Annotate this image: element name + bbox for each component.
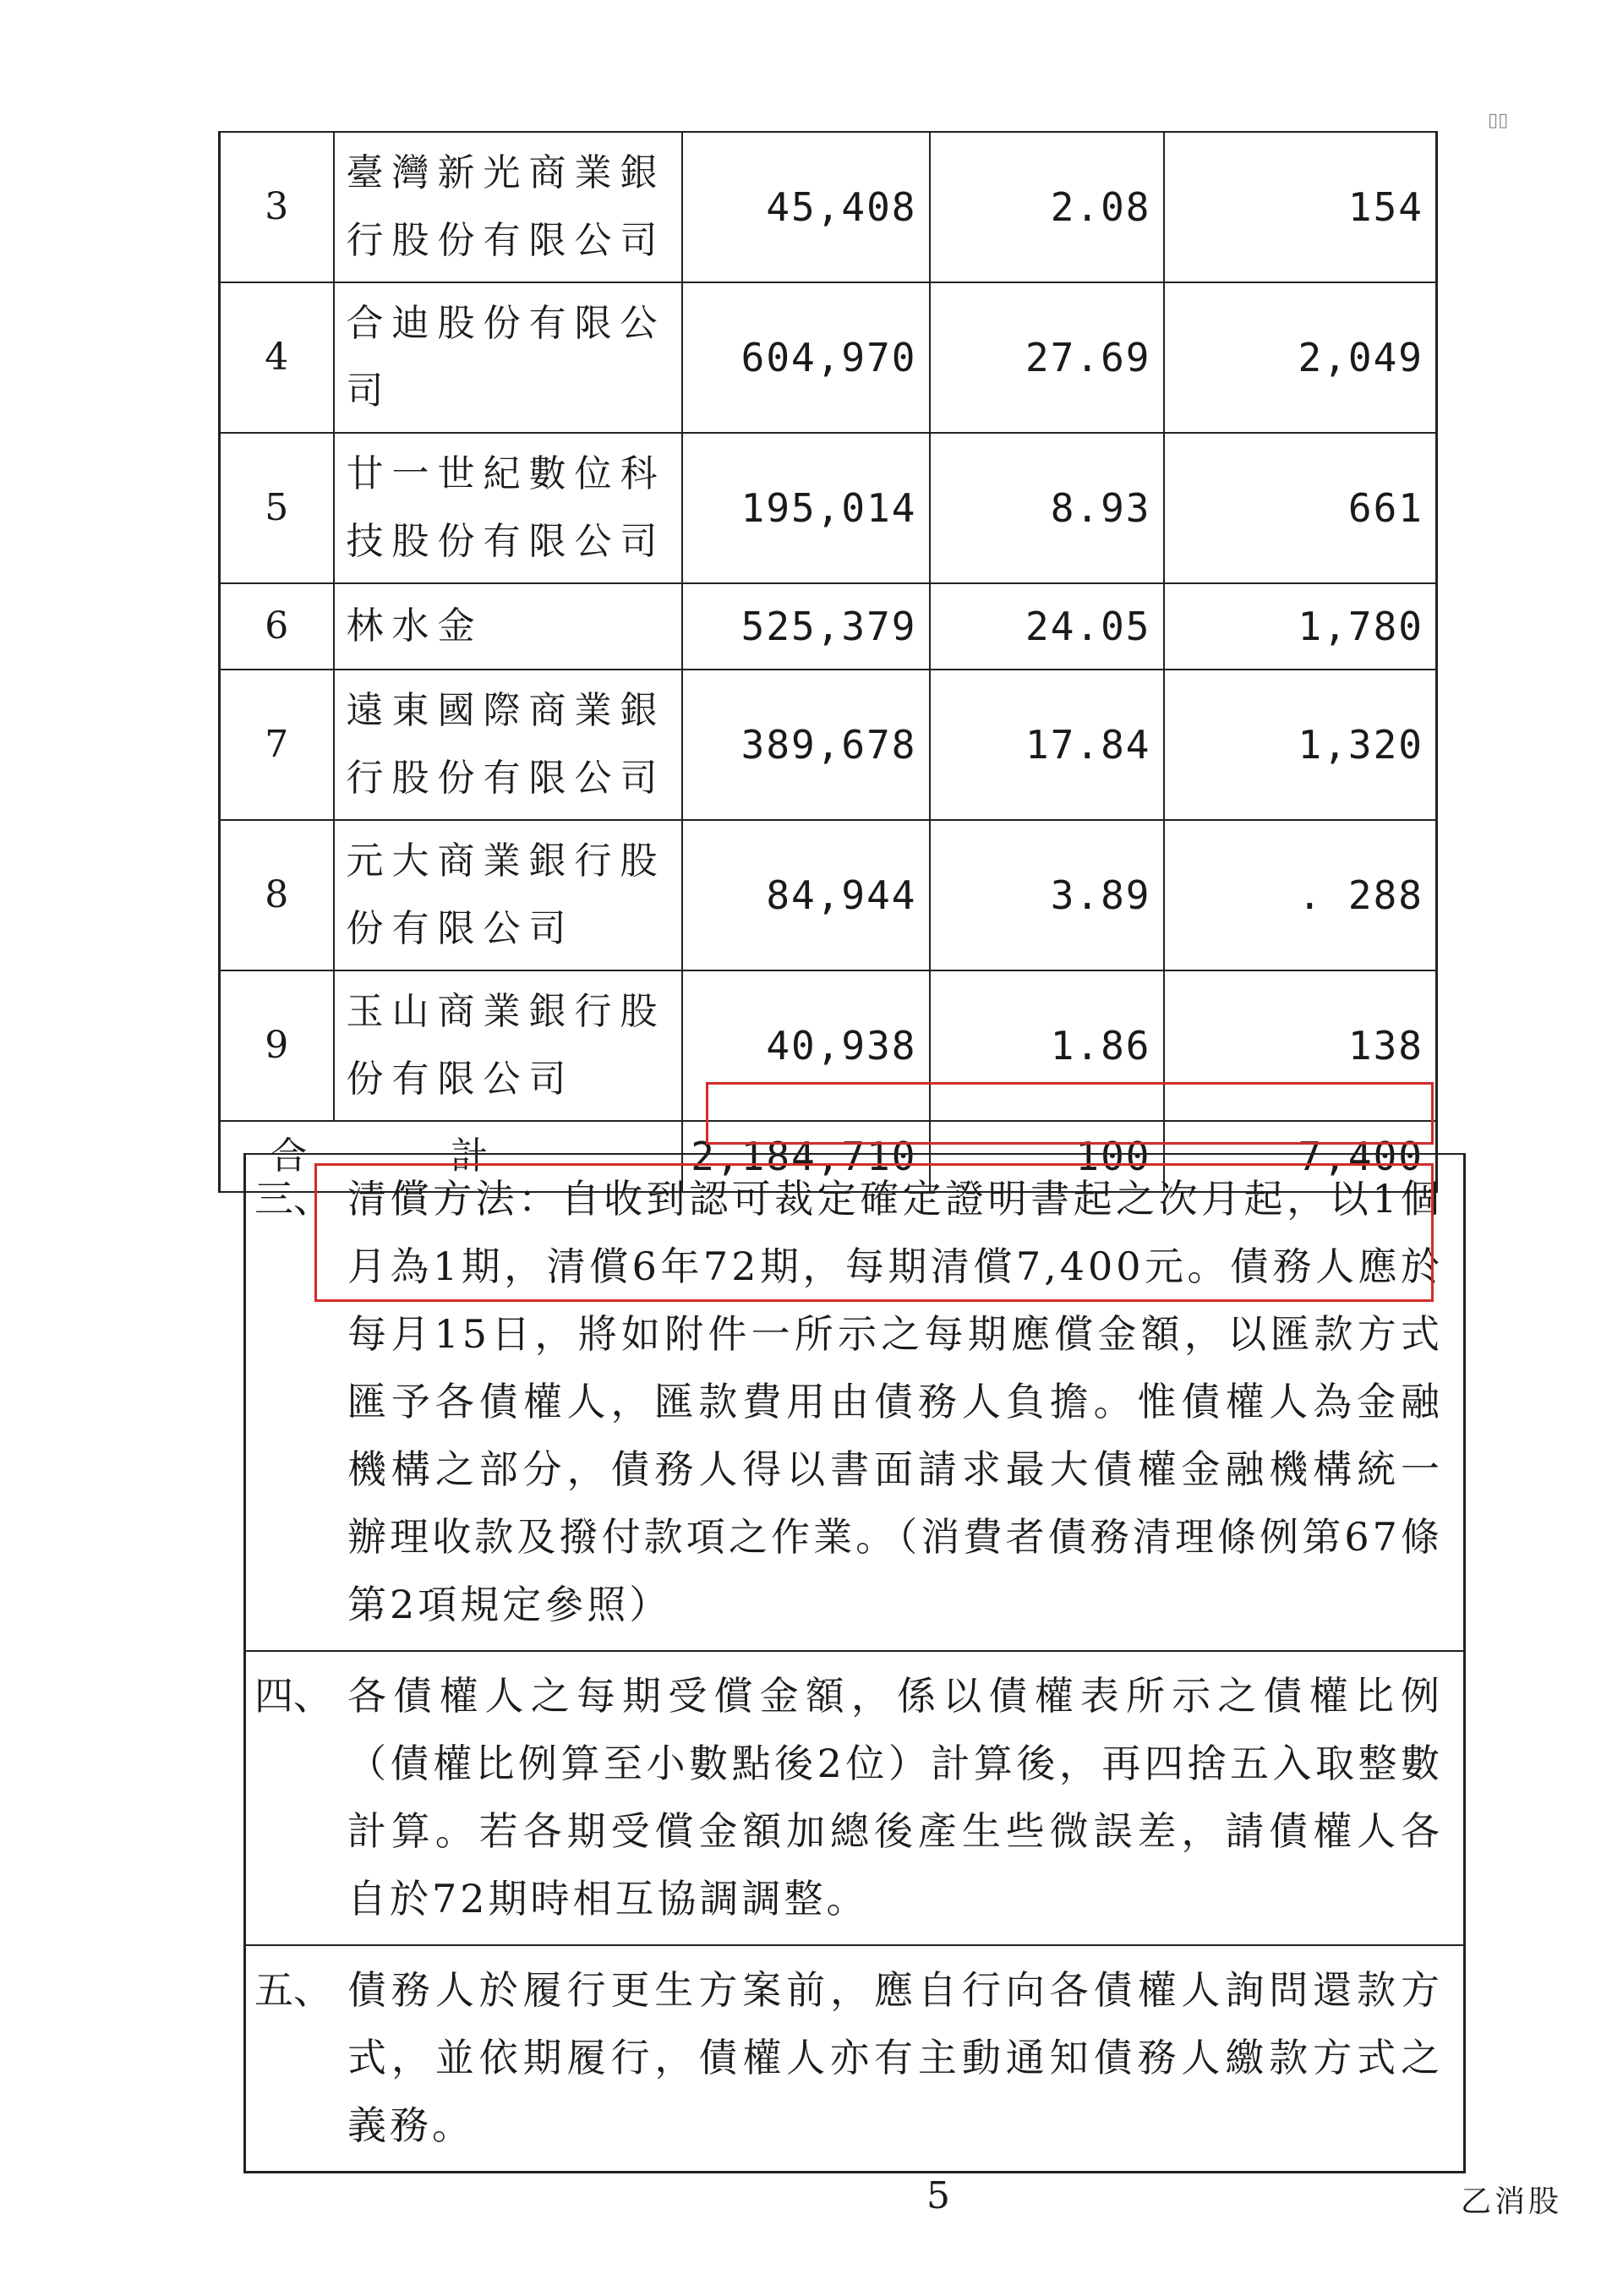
creditor-name: 玉山商業銀行股份有限公司 [334,970,682,1121]
claim-ratio: 1.86 [930,970,1164,1121]
creditor-name: 合迪股份有限公司 [334,282,682,433]
table-row [220,670,1437,820]
section-debtor-obligation [246,1944,1463,2171]
section-text: 清償方法：自收到認可裁定確定證明書起之次月起，以1個月為1期，清償6年72期，每期清償7,400元。債務人應於每月15日，將如附件一所示之每期應償金額，以匯款方式匯予各債權人，匯款費用由債務人負擔。惟債權人為金融機構之部分，債務人得以書面請求最大債權金融機構統一辦理收款及撥付款項之作業。（消費者債務清理條例第67條第2項規定參照） [347,1176,1443,1627]
table-row [220,433,1437,583]
claim-amount: 40,938 [682,970,930,1121]
creditor-name: 廿一世紀數位科技股份有限公司 [334,433,682,583]
row-number: 7 [220,670,334,820]
footer-note: 乙消股 [1461,2184,1563,2219]
row-number: 8 [220,820,334,970]
section-payment-calculation [246,1650,1463,1944]
claim-amount: 389,678 [682,670,930,820]
claim-ratio: 24.05 [930,583,1164,670]
creditor-name: 元大商業銀行股份有限公司 [334,820,682,970]
installment-payment: . 288 [1164,820,1437,970]
claim-amount: 84,944 [682,820,930,970]
page-number: 5 [926,2174,950,2217]
installment-payment: 1,780 [1164,583,1437,670]
total-label: 合計 [220,1121,682,1192]
claim-amount: 525,379 [682,583,930,670]
creditor-name: 遠東國際商業銀行股份有限公司 [334,670,682,820]
row-number: 9 [220,970,334,1121]
table-row [220,583,1437,670]
claim-amount: 604,970 [682,282,930,433]
row-number: 3 [220,132,334,282]
installment-payment: 1,320 [1164,670,1437,820]
creditor-table [218,131,1438,1193]
row-number: 5 [220,433,334,583]
claim-ratio: 27.69 [930,282,1164,433]
installment-payment: 2,049 [1164,282,1437,433]
claim-ratio: 17.84 [930,670,1164,820]
creditor-name: 臺灣新光商業銀行股份有限公司 [334,132,682,282]
table-row [220,282,1437,433]
table-row [220,970,1437,1121]
row-number: 6 [220,583,334,670]
claim-amount: 195,014 [682,433,930,583]
row-number: 4 [220,282,334,433]
table-row [220,820,1437,970]
table-row [220,132,1437,282]
section-index: 三、 [254,1176,332,1222]
claim-ratio: 3.89 [930,820,1164,970]
section-text: 各債權人之每期受償金額，係以債權表所示之債權比例（債權比例算至小數點後2位）計算後，再四捨五入取整數計算。若各期受償金額加總後產生些微誤差，請債權人各自於72期時相互協調調整。 [347,1673,1443,1922]
section-index: 五、 [254,1967,332,2013]
corner-mark: ▯▯ [1488,110,1509,131]
section-repayment-method [246,1153,1463,1650]
repayment-plan-sections [243,1153,1466,2173]
claim-amount: 45,408 [682,132,930,282]
claim-ratio: 8.93 [930,433,1164,583]
section-text: 債務人於履行更生方案前，應自行向各債權人詢問還款方式，並依期履行，債權人亦有主動通知債務人繳款方式之義務。 [347,1967,1443,2148]
installment-payment: 138 [1164,970,1437,1121]
claim-ratio: 2.08 [930,132,1164,282]
section-index: 四、 [254,1673,332,1719]
total-ratio: 100 [930,1121,1164,1192]
total-amount: 2,184,710 [682,1121,930,1192]
total-payment: 7,400 [1164,1121,1437,1192]
installment-payment: 661 [1164,433,1437,583]
installment-payment: 154 [1164,132,1437,282]
creditor-name: 林水金 [334,583,682,670]
